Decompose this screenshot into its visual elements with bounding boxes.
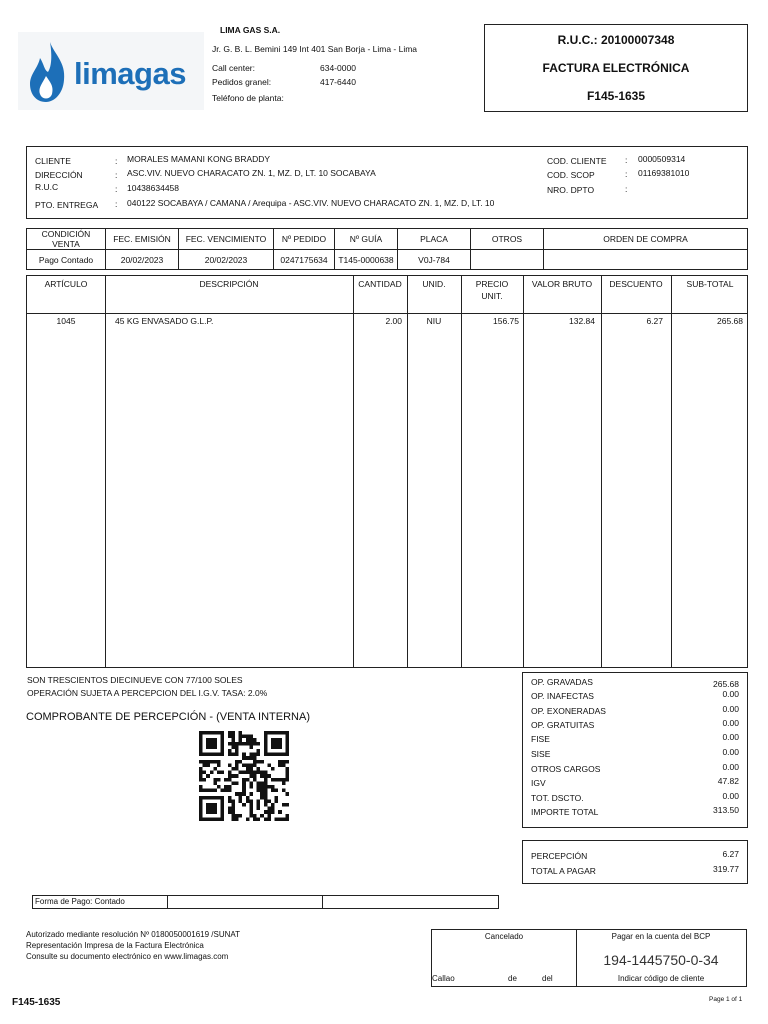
- total-label: IMPORTE TOTAL: [531, 807, 599, 817]
- item-articulo: 1045: [56, 316, 76, 326]
- total-value: 0.00: [722, 762, 739, 772]
- cliente-value: MORALES MAMANI KONG BRADDY: [127, 154, 271, 164]
- total-value: 265.68: [713, 679, 739, 689]
- item-subtotal: 265.68: [717, 316, 743, 326]
- total-label: OP. GRATUITAS: [531, 720, 595, 730]
- pagar-cuenta-label: Pagar en la cuenta del BCP: [611, 932, 711, 941]
- item-descripcion: 45 KG ENVASADO G.L.P.: [115, 316, 214, 326]
- forma-pago-box: [32, 895, 499, 909]
- flame-icon: [28, 40, 68, 104]
- header-cantidad: CANTIDAD: [358, 279, 402, 289]
- column-line: [601, 276, 602, 667]
- call-center-label: Call center:: [212, 63, 255, 73]
- value-cell: V0J-784: [398, 250, 471, 270]
- value-cell: Pago Contado: [27, 250, 106, 270]
- total-value: 0.00: [722, 791, 739, 801]
- header-precio-unit: UNIT.: [481, 291, 503, 301]
- column-line: [671, 276, 672, 667]
- total-pagar-value: 319.77: [713, 864, 739, 874]
- cod-scop-value: 01169381010: [638, 168, 690, 178]
- pedidos-label: Pedidos granel:: [212, 77, 272, 87]
- item-unid: NIU: [426, 316, 442, 326]
- value-cell: 0247175634: [274, 250, 335, 270]
- de-label: de: [508, 974, 517, 983]
- percepcion-value: 6.27: [722, 849, 739, 859]
- footer-line-3: Consulte su documento electrónico en www.limagas.com: [26, 952, 229, 961]
- comprobante-title: COMPROBANTE DE PERCEPCIÓN - (VENTA INTERNA): [26, 711, 310, 723]
- conditions-value-row: [27, 250, 748, 270]
- invoice-type: FACTURA ELECTRÓNICA: [542, 61, 690, 75]
- column-line: [105, 276, 106, 667]
- total-label: FISE: [531, 734, 550, 744]
- value-cell: [544, 250, 748, 270]
- page-indicator: Page 1 of 1: [709, 996, 743, 1003]
- total-label: OTROS CARGOS: [531, 764, 601, 774]
- call-center-value: 634-0000: [320, 63, 356, 73]
- colon: :: [625, 155, 628, 165]
- indicar-codigo-label: Indicar código de cliente: [617, 974, 705, 983]
- client-box: [26, 146, 748, 219]
- column-line: [353, 276, 354, 667]
- colon: :: [115, 184, 118, 194]
- column-line: [461, 276, 462, 667]
- header-cell: PLACA: [398, 229, 471, 250]
- bank-account-number: 194-1445750-0-34: [603, 952, 719, 968]
- item-cantidad: 2.00: [385, 316, 402, 326]
- item-valor-bruto: 132.84: [569, 316, 595, 326]
- header-cell: CONDICIÓN VENTA: [27, 229, 106, 250]
- divider: [322, 896, 323, 908]
- cliente-label: CLIENTE: [35, 156, 71, 166]
- column-line: [407, 276, 408, 667]
- payment-box: [431, 929, 747, 987]
- colon: :: [625, 184, 628, 194]
- percepcion-label: PERCEPCIÓN: [531, 851, 588, 861]
- header-cell: FEC. VENCIMIENTO: [179, 229, 274, 250]
- value-cell: T145-0000638: [335, 250, 398, 270]
- total-value: 0.00: [722, 747, 739, 757]
- header-subtotal: SUB-TOTAL: [686, 279, 734, 289]
- total-label: SISE: [531, 749, 551, 759]
- total-label: OP. GRAVADAS: [531, 677, 593, 687]
- footer-line-2: Representación Impresa de la Factura Electrónica: [26, 941, 204, 950]
- ruc-box: [484, 24, 748, 112]
- items-table: [26, 275, 748, 668]
- callao-label: Callao: [432, 974, 455, 983]
- direccion-label: DIRECCIÓN: [35, 170, 83, 180]
- pedidos-value: 417-6440: [320, 77, 356, 87]
- header-unid: UNID.: [422, 279, 446, 289]
- direccion-value: ASC.VIV. NUEVO CHARACATO ZN. 1, MZ. D, LT. 10 SOCABAYA: [127, 168, 376, 178]
- item-precio: 156.75: [493, 316, 519, 326]
- footer-line-1: Autorizado mediante resolución Nº 0180050001619 /SUNAT: [26, 930, 241, 939]
- total-value: 313.50: [713, 805, 739, 815]
- forma-pago-text: Forma de Pago: Contado: [35, 897, 125, 906]
- column-line: [523, 276, 524, 667]
- colon: :: [115, 199, 118, 209]
- percepcion-box: [522, 840, 748, 884]
- total-label: OP. EXONERADAS: [531, 706, 606, 716]
- cod-scop-label: COD. SCOP: [547, 170, 595, 180]
- header-cell: Nº GUÍA: [335, 229, 398, 250]
- company-name: LIMA GAS S.A.: [220, 25, 281, 35]
- company-logo: [18, 32, 204, 110]
- colon: :: [115, 170, 118, 180]
- header-cell: OTROS: [471, 229, 544, 250]
- conditions-table: [26, 228, 748, 270]
- entrega-value: 040122 SOCABAYA / CAMANA / Arequipa - ASC.VIV. NUEVO CHARACATO ZN. 1, MZ. D, LT. 10: [127, 198, 495, 208]
- total-pagar-label: TOTAL A PAGAR: [531, 866, 596, 876]
- colon: :: [625, 169, 628, 179]
- value-cell: [471, 250, 544, 270]
- item-descuento: 6.27: [646, 316, 663, 326]
- cod-cliente-label: COD. CLIENTE: [547, 156, 607, 166]
- header-articulo: ARTÍCULO: [44, 279, 88, 289]
- total-label: OP. INAFECTAS: [531, 691, 594, 701]
- total-value: 47.82: [717, 776, 739, 786]
- header-descripcion: DESCRIPCIÓN: [199, 279, 259, 289]
- header-cell: ORDEN DE COMPRA: [544, 229, 748, 250]
- ruc-number: R.U.C.: 20100007348: [557, 33, 675, 47]
- total-value: 0.00: [722, 689, 739, 699]
- percepcion-note: OPERACIÓN SUJETA A PERCEPCION DEL I.G.V. TASA: 2.0%: [27, 688, 268, 698]
- value-cell: 20/02/2023: [179, 250, 274, 270]
- header-cell: Nº PEDIDO: [274, 229, 335, 250]
- cancelado-label: Cancelado: [484, 932, 524, 941]
- total-value: 0.00: [722, 704, 739, 714]
- qr-code: [196, 731, 292, 821]
- logo-text: limagas: [74, 56, 186, 91]
- value-cell: 20/02/2023: [106, 250, 179, 270]
- telefono-label: Teléfono de planta:: [212, 93, 284, 103]
- del-label: del: [542, 974, 553, 983]
- total-value: 0.00: [722, 732, 739, 742]
- ruc-label: R.U.C: [35, 182, 59, 192]
- company-address: Jr. G. B. L. Bemini 149 Int 401 San Borja - Lima - Lima: [212, 44, 418, 54]
- header-divider: [27, 313, 747, 314]
- ruc-value: 10438634458: [127, 183, 180, 193]
- total-label: TOT. DSCTO.: [531, 793, 584, 803]
- header-valor-bruto: VALOR BRUTO: [531, 279, 593, 289]
- header-precio: PRECIO: [475, 279, 509, 289]
- nro-dpto-label: NRO. DPTO: [547, 185, 595, 195]
- footer-document-number: F145-1635: [12, 997, 61, 1008]
- conditions-header-row: [27, 229, 748, 250]
- colon: :: [115, 156, 118, 166]
- entrega-label: PTO. ENTREGA: [35, 200, 99, 210]
- header-cell: FEC. EMISIÓN: [106, 229, 179, 250]
- divider: [167, 896, 168, 908]
- total-value: 0.00: [722, 718, 739, 728]
- header-descuento: DESCUENTO: [609, 279, 663, 289]
- totals-box: [522, 672, 748, 828]
- cod-cliente-value: 0000509314: [638, 154, 686, 164]
- total-label: IGV: [531, 778, 546, 788]
- amount-in-words: SON TRESCIENTOS DIECINUEVE CON 77/100 SOLES: [27, 675, 243, 685]
- invoice-number: F145-1635: [586, 89, 646, 103]
